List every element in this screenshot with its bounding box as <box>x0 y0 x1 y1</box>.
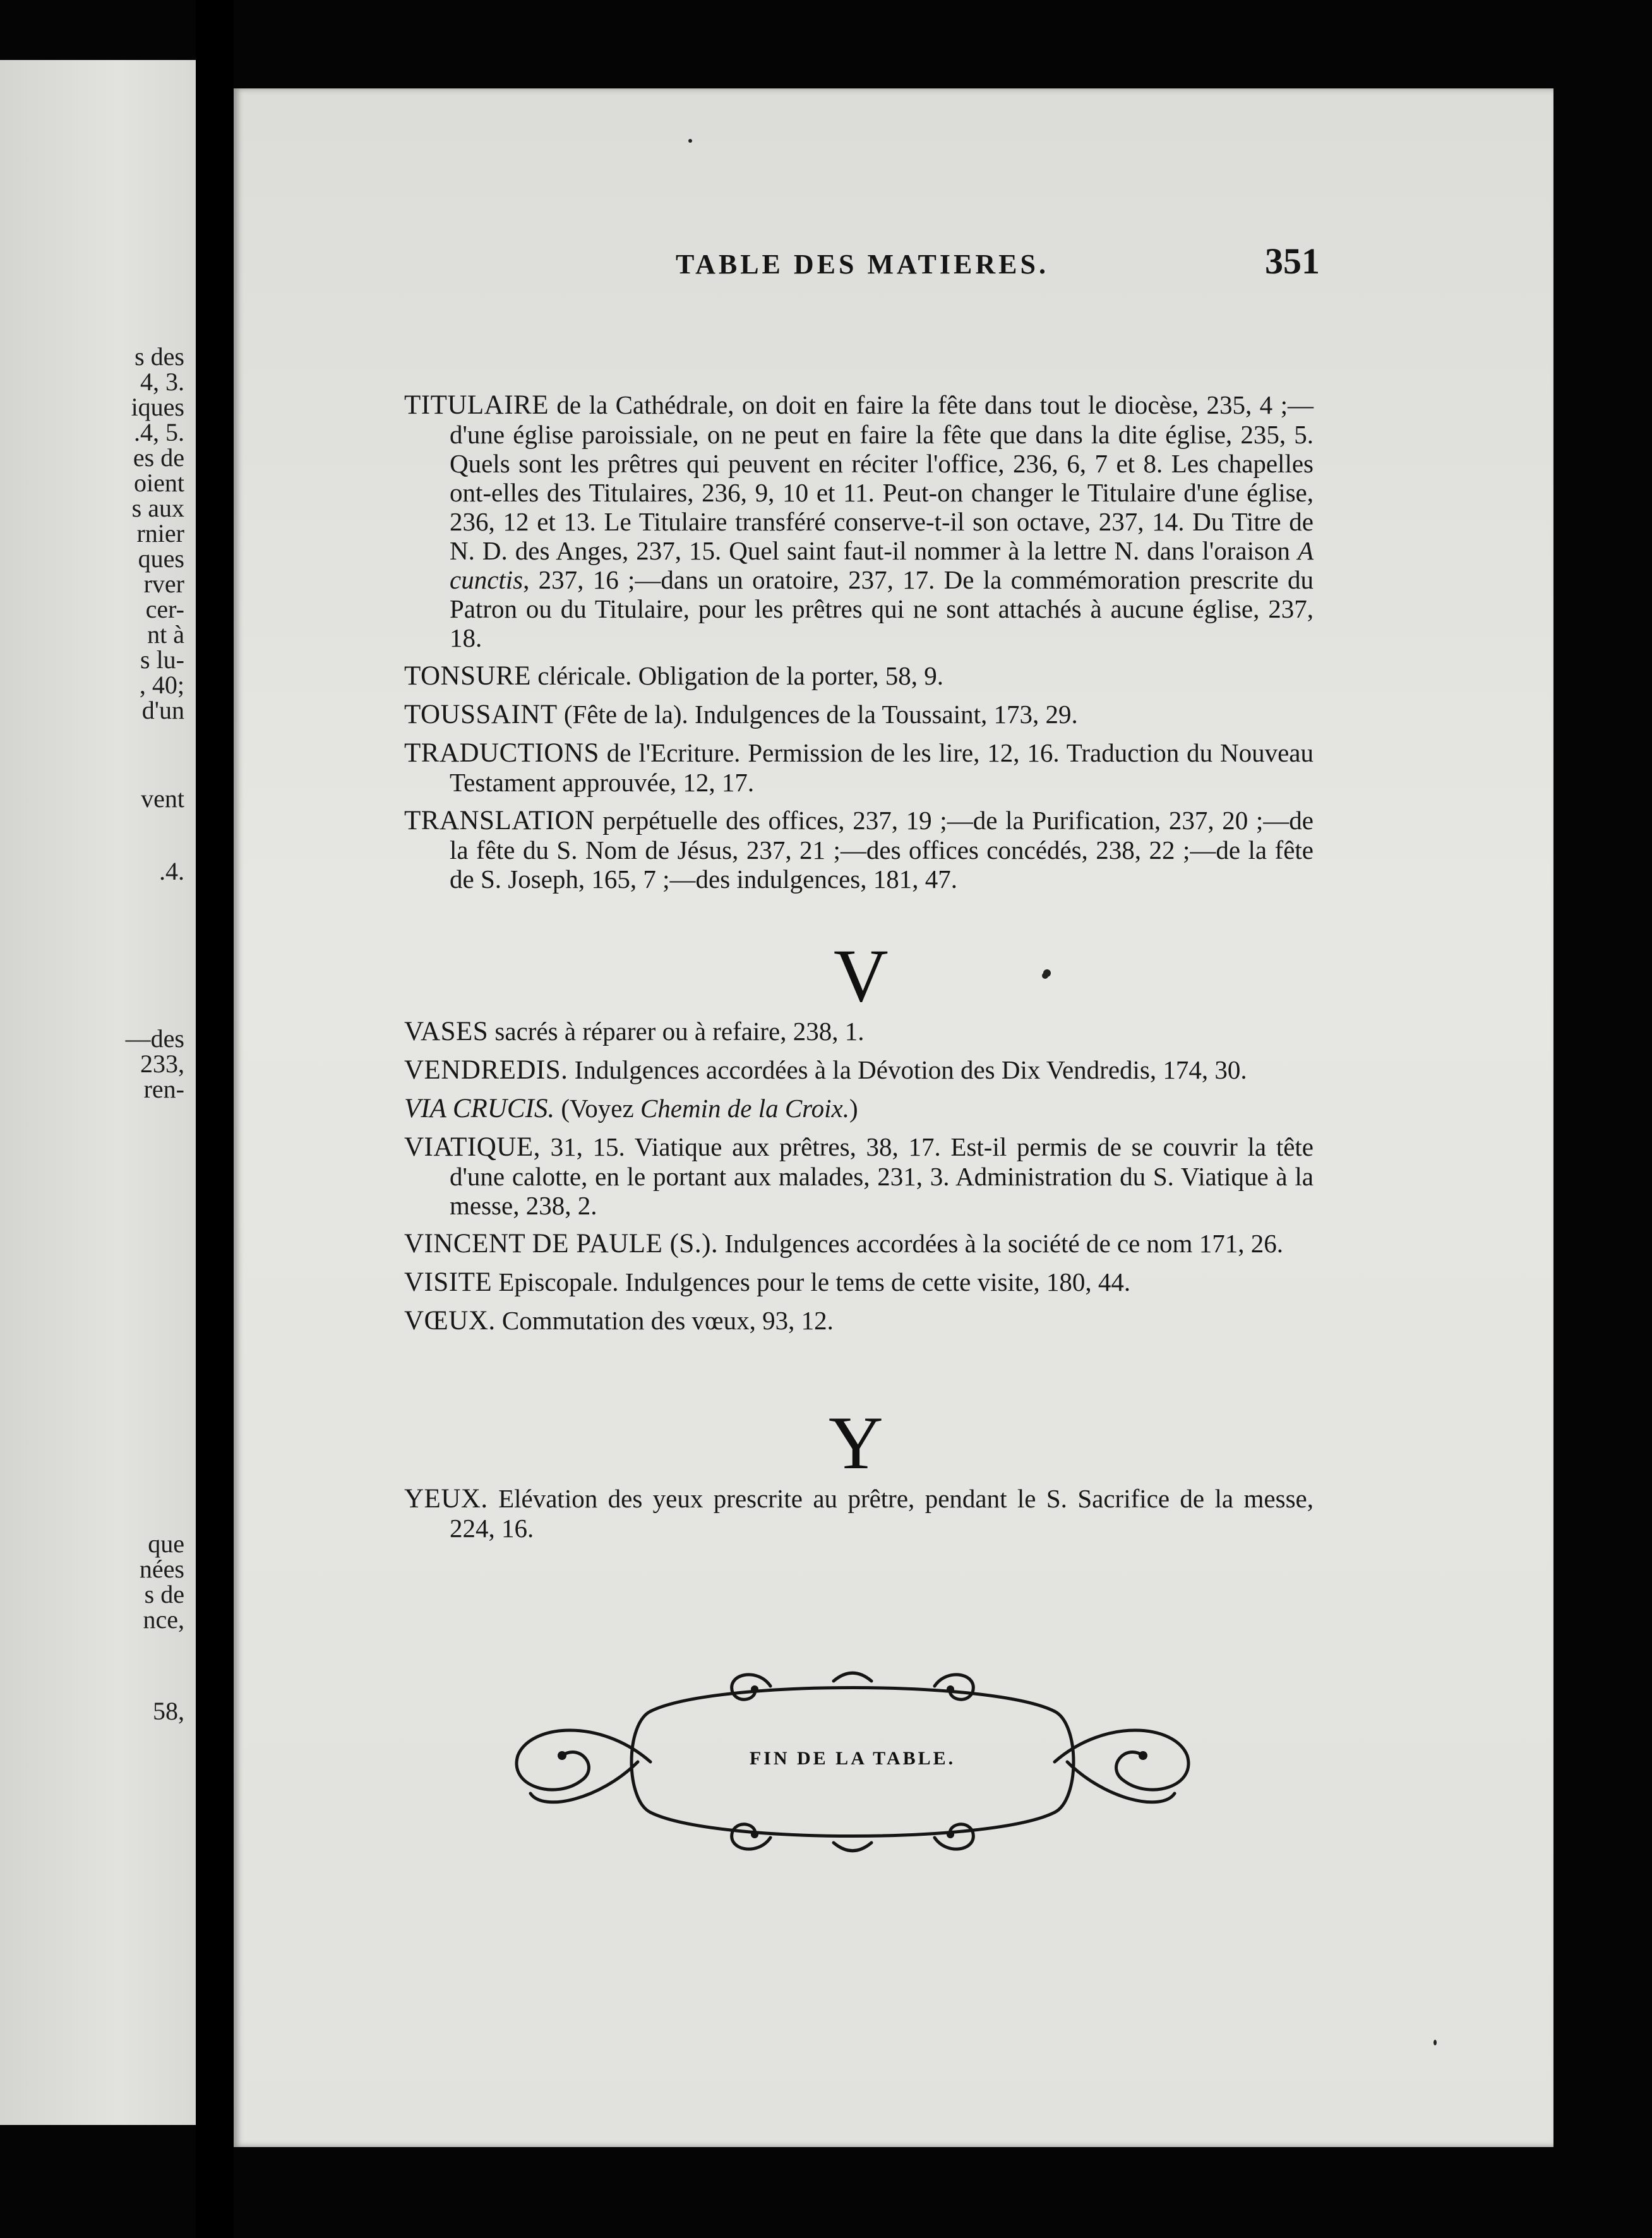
left-page-text-fragment: ren- <box>143 1075 184 1103</box>
entry-term: YEUX. <box>404 1484 488 1514</box>
left-page-text-fragment: nce, <box>143 1605 184 1634</box>
entry-term: TRANSLATION <box>404 806 595 835</box>
left-page-text-fragment: iques <box>131 393 184 421</box>
index-entry-vases <box>404 1017 1314 1046</box>
left-page-text-fragment: vent <box>141 784 184 813</box>
entry-term: TONSURE <box>404 661 532 691</box>
left-page-text-fragment: ques <box>138 544 184 573</box>
entry-text: Indulgences accordées à la société de ce nom 171, 26. <box>718 1229 1283 1258</box>
index-entry-viatique <box>404 1132 1314 1220</box>
index-entry-titulaire <box>404 390 1314 652</box>
left-page-text-fragment: 233, <box>140 1050 184 1078</box>
book-gutter <box>196 0 234 2238</box>
index-entry-voeux <box>404 1306 1314 1336</box>
entry-text: (Voyez <box>554 1094 640 1123</box>
entry-text: Elévation des yeux prescrite au prêtre, pendant le S. Sacrifice de la messe, 224, 16. <box>450 1484 1314 1543</box>
left-page-text-fragment: —des <box>125 1024 184 1053</box>
left-page-text-fragment: s des <box>135 342 184 371</box>
entry-text: cléricale. Obligation de la porter, 58, 9. <box>531 661 943 690</box>
index-section-v <box>404 1017 1314 1344</box>
letter-heading-v: V <box>834 933 889 1017</box>
entry-text: de l'Ecriture. Permission de les lire, 12, 16. Traduction du Nouveau Testament approuvée, 12, 17. <box>450 738 1314 797</box>
page-number: 351 <box>1265 241 1320 282</box>
index-entry-visite <box>404 1267 1314 1297</box>
index-section-y <box>404 1484 1314 1552</box>
entry-term: VISITE <box>404 1267 493 1297</box>
left-page-text-fragment: que <box>148 1529 184 1558</box>
left-page-text-fragment: , 40; <box>139 671 184 699</box>
index-entry-vincent-de-paule <box>404 1229 1314 1259</box>
entry-text: (Fête de la). Indulgences de la Toussaint, 173, 29. <box>557 700 1078 729</box>
entry-text: Indulgences accordées à la Dévotion des Dix Vendredis, 174, 30. <box>568 1055 1247 1084</box>
entry-text: perpétuelle des offices, 237, 19 ;—de la Purification, 237, 20 ;—de la fête du S. Nom de Jésus, 237, 21 ;—des offices concédés, 238, 22 ;—de la fête de S. Joseph, 165, 7 ;—des indulgences, 181, 47. <box>450 806 1314 894</box>
index-entry-translation <box>404 806 1314 894</box>
entry-term: VŒUX. <box>404 1306 496 1336</box>
left-page-text-fragment: rver <box>143 570 184 598</box>
entry-term: VIA CRUCIS. <box>404 1094 555 1123</box>
entry-term: TOUSSAINT <box>404 700 558 729</box>
left-page-text-fragment: s lu- <box>140 645 184 674</box>
entry-term: TRADUCTIONS <box>404 738 599 768</box>
entry-text: 31, 15. Viatique aux prêtres, 38, 17. Est-il permis de se couvrir la tête d'une calotte, en le portant aux malades, 231, 3. Administration du S. Viatique à la messe, 238, 2. <box>450 1132 1314 1220</box>
entry-text-italic: A cunctis <box>450 536 1314 594</box>
paper-speck <box>1043 969 1051 977</box>
entry-term: VENDREDIS. <box>404 1055 568 1085</box>
left-page-text-fragment: s de <box>144 1580 184 1608</box>
entry-text: Commutation des vœux, 93, 12. <box>495 1306 834 1335</box>
left-page-text-fragment: cer- <box>145 595 184 623</box>
index-section-t <box>404 390 1314 902</box>
paper-speck <box>688 139 692 143</box>
left-page-text-fragment: .4, 5. <box>134 418 184 446</box>
letter-heading-y: Y <box>829 1401 883 1485</box>
entry-text: sacrés à réparer ou à refaire, 238, 1. <box>488 1017 865 1046</box>
left-page-text-fragment: 58, <box>153 1697 184 1725</box>
entry-text: Episcopale. Indulgences pour le tems de cette visite, 180, 44. <box>492 1267 1131 1296</box>
left-page-text-fragment: nées <box>139 1555 184 1583</box>
left-page-text-fragment: rnier <box>136 519 184 548</box>
left-page-text-fragment: .4. <box>159 857 184 885</box>
index-entry-via-crucis <box>404 1094 1314 1123</box>
entry-text-continued: ) <box>849 1094 858 1123</box>
index-entry-tonsure <box>404 661 1314 691</box>
entry-term: VASES <box>404 1017 489 1046</box>
index-entry-vendredis <box>404 1055 1314 1085</box>
entry-text: de la Cathédrale, on doit en faire la fête dans tout le diocèse, 235, 4 ;—d'une église paroissiale, on ne peut en faire la fête que dans la dite église, 235, 5. Quels sont les prêtres qui peuvent en réciter l'office, 236, 6, 7 et 8. Les chapelles ont-elles des Titulaires, 236, 9, 10 et 11. Peut-on changer le Titulaire d'une église, 236, 12 et 13. Le Titulaire transféré conserve-t-il son octave, 237, 14. Du Titre de N. D. des Anges, 237, 15. Quel saint faut-il nommer à la lettre N. dans l'oraison <box>450 390 1314 565</box>
left-page-text-fragment: s aux <box>131 494 184 522</box>
left-page-text-fragment: es de <box>133 443 184 472</box>
page-header <box>448 240 1320 290</box>
index-entry-yeux <box>404 1484 1314 1543</box>
paper-speck <box>1434 2040 1437 2045</box>
entry-term: VIATIQUE, <box>404 1132 541 1162</box>
running-head: TABLE DES MATIERES. <box>676 249 1049 280</box>
left-page-text-fragment: nt à <box>147 620 184 649</box>
entry-text-italic: Chemin de la Croix. <box>640 1094 849 1123</box>
index-entry-toussaint <box>404 700 1314 729</box>
end-of-table-label: FIN DE LA TABLE. <box>749 1748 956 1769</box>
entry-term: VINCENT DE PAULE (S.). <box>404 1229 719 1259</box>
index-entry-traductions <box>404 738 1314 797</box>
left-facing-page <box>0 60 196 2125</box>
entry-text-continued: , 237, 16 ;—dans un oratoire, 237, 17. De la commémoration prescrite du Patron ou du Titulaire, pour les prêtres qui ne sont attachés à aucune église, 237, 18. <box>450 565 1314 652</box>
entry-term: TITULAIRE <box>404 390 549 420</box>
end-ornament <box>505 1667 1200 1857</box>
left-page-text-fragment: 4, 3. <box>140 368 184 396</box>
left-page-text-fragment: d'un <box>141 696 184 724</box>
left-page-text-fragment: oient <box>134 469 184 497</box>
